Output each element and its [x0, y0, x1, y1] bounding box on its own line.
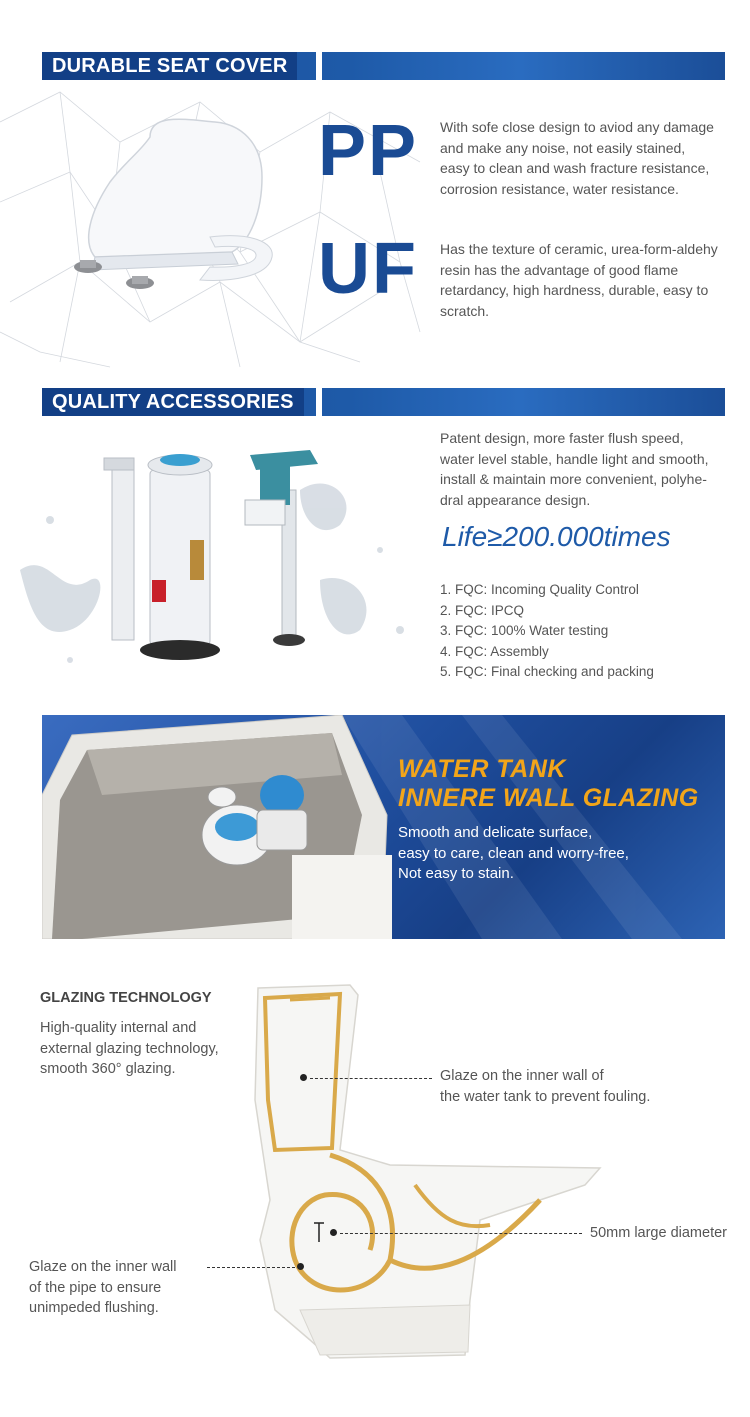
accessories-line: Patent design, more faster flush speed, [440, 430, 684, 446]
tank-glaze-callout [440, 1066, 650, 1107]
pp-line: easy to clean and wash fracture resistance, [440, 160, 710, 176]
accessories-line: dral appearance design. [440, 491, 591, 508]
tank-line: Not easy to stain. [398, 865, 514, 882]
fqc-item: 3. FQC: 100% Water testing [440, 623, 609, 639]
pipe-glaze-callout [29, 1257, 177, 1319]
tank-glaze-leader [310, 1078, 432, 1079]
fqc-list [440, 580, 654, 683]
tank-line: Smooth and delicate surface, [398, 824, 593, 841]
seat-section-header [42, 52, 725, 80]
header-divider [316, 52, 322, 80]
accessories-section-title: QUALITY ACCESSORIES [42, 388, 304, 416]
accessories-section-header [42, 388, 725, 416]
uf-description [440, 239, 718, 321]
uf-line: retardancy, high hardness, durable, easy to [440, 282, 709, 298]
callout-line: Glaze on the inner wall [29, 1259, 177, 1275]
glazing-line: external glazing technology, [40, 1040, 219, 1057]
uf-line: Has the texture of ceramic, urea-form-aldehy [440, 241, 718, 257]
uf-line: scratch. [440, 302, 490, 319]
callout-line: of the pipe to ensure [29, 1279, 162, 1296]
pipe-glaze-leader [207, 1267, 295, 1268]
glazing-description [40, 1018, 219, 1080]
toilet-cross-section-image [240, 980, 610, 1365]
fqc-item: 5. FQC: Final checking and packing [440, 664, 654, 680]
callout-line: the water tank to prevent fouling. [440, 1088, 651, 1105]
tank-description [398, 823, 629, 885]
tank-title-line2: INNERE WALL GLAZING [398, 784, 699, 812]
uf-heading: UF [318, 229, 418, 309]
header-divider [316, 388, 322, 416]
glazing-line: smooth 360° glazing. [40, 1061, 176, 1077]
tank-title-line1: WATER TANK [398, 755, 566, 783]
pipe-glaze-marker [297, 1263, 304, 1270]
seat-section-title: DURABLE SEAT COVER [42, 52, 297, 80]
diameter-leader [340, 1233, 582, 1234]
pp-heading: PP [318, 111, 419, 191]
fqc-item: 2. FQC: IPCQ [440, 602, 525, 618]
glazing-line: High-quality internal and [40, 1020, 197, 1036]
diameter-marker [330, 1229, 337, 1236]
pp-line: corrosion resistance, water resistance. [440, 180, 679, 197]
pp-line: and make any noise, not easily stained, [440, 139, 686, 156]
uf-line: resin has the advantage of good flame [440, 261, 679, 278]
pp-line: With sofe close design to aviod any damage [440, 119, 714, 135]
glazing-title: GLAZING TECHNOLOGY [40, 990, 212, 1006]
tank-glaze-marker [300, 1074, 307, 1081]
fqc-item: 4. FQC: Assembly [440, 643, 549, 659]
accessories-line: water level stable, handle light and smooth, [440, 450, 709, 467]
accessories-line: install & maintain more convenient, polyhe- [440, 471, 707, 487]
diameter-callout: 50mm large diameter [590, 1225, 727, 1241]
flush-valve-image [0, 430, 430, 680]
callout-line: unimpeded flushing. [29, 1300, 159, 1316]
lifetime-claim: Life≥200.000times [442, 521, 671, 552]
tank-line: easy to care, clean and worry-free, [398, 844, 629, 862]
fqc-item: 1. FQC: Incoming Quality Control [440, 582, 639, 597]
accessories-description [440, 428, 709, 510]
callout-line: Glaze on the inner wall of [440, 1068, 604, 1084]
pp-description [440, 117, 714, 199]
